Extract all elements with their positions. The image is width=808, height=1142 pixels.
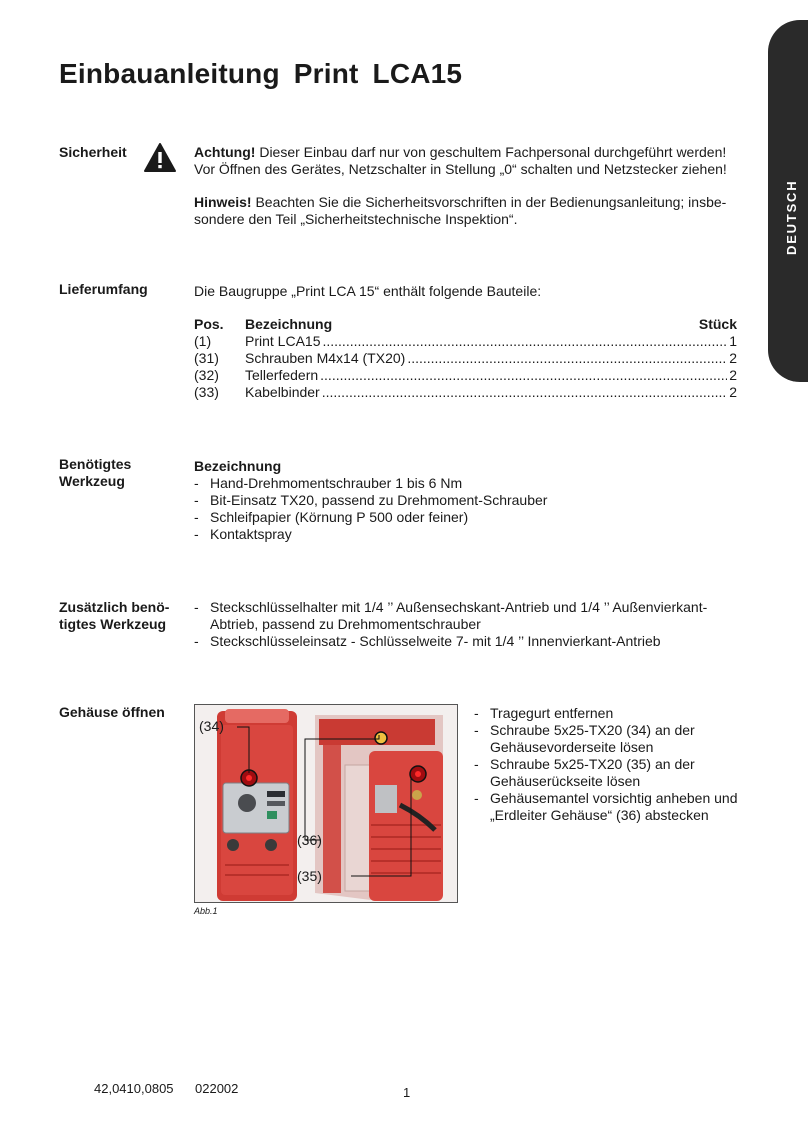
parts-header-count: Stück [698,316,737,332]
part-name: Tellerfedern [245,367,319,383]
rear-device-image [315,715,443,901]
part-count: 2 [729,350,737,366]
list-item: - Steckschlüsseleinsatz - Schlüsselweite 7- mit 1/4 ’’ Innenvierkant-Antrieb [194,633,739,650]
dot-leader [322,384,727,401]
safety-attention-text: Dieser Einbau darf nur von geschultem Fachpersonal durchgeführt werden! [255,144,727,160]
callout-36: (36) [297,832,322,848]
step-2-line2: Gehäusevorderseite lösen [490,739,654,755]
tools-heading: Bezeichnung [194,458,282,474]
open-housing-steps [474,705,744,824]
revision-code: 022002 [195,1081,239,1096]
safety-note-text: Beachten Sie die Sicherheitsvorschriften in der Bedienungsanleitung; insbe- [251,194,727,210]
list-item [474,722,744,756]
language-tab-label: DEUTSCH [784,179,799,255]
list-item [474,756,744,790]
tools-label [59,456,131,490]
front-device-image [217,709,297,901]
part-name: Kabelbinder [245,384,320,400]
list-item: - Hand-Drehmomentschrauber 1 bis 6 Nm [194,475,739,492]
list-item [194,599,739,633]
page-title: Einbauanleitung Print LCA15 [59,58,463,89]
step-3-line2: Gehäuserückseite lösen [490,773,641,789]
delivery-label: Lieferumfang [59,281,148,297]
dot-leader [407,350,727,367]
safety-attention-bold: Achtung! [194,144,256,160]
table-row [194,350,737,367]
part-pos: (31) [194,350,219,366]
extra-tool-1-line1: Steckschlüsselhalter mit 1/4 ’’ Außensechskant-Antrieb und 1/4 ’’ Außenvierkant- [210,599,708,615]
list-item: - Bit-Einsatz TX20, passend zu Drehmoment-Schrauber [194,492,739,509]
figure-caption: Abb.1 [194,906,218,916]
table-row [194,333,737,350]
part-pos: (32) [194,367,219,383]
tools-label-line2: Werkzeug [59,473,125,489]
part-name: Print LCA15 [245,333,321,349]
list-item: - Schleifpapier (Körnung P 500 oder feiner) [194,509,739,526]
parts-header-name: Bezeichnung [245,316,333,332]
list-item: - Tragegurt entfernen [474,705,744,722]
parts-table-header [194,316,737,333]
part-name: Schrauben M4x14 (TX20) [245,350,406,366]
extra-tools-label-line2: tigtes Werkzeug [59,616,167,632]
part-count: 2 [729,367,737,383]
callout-34: (34) [199,718,224,734]
warning-triangle-icon [143,142,177,173]
doc-number: 42,0410,0805 [94,1081,174,1096]
table-row [194,367,737,384]
safety-text [194,144,739,228]
part-count: 1 [729,333,737,349]
step-4-line1: Gehäusemantel vorsichtig anheben und [490,790,738,806]
part-pos: (1) [194,333,212,349]
parts-header-pos: Pos. [194,316,224,332]
safety-attention-line2: Vor Öffnen des Gerätes, Netzschalter in Stellung „0“ schalten und Netzstecker ziehen! [194,161,727,177]
list-item [474,790,744,824]
tools-list [194,458,739,543]
safety-label: Sicherheit [59,144,127,160]
step-4-line2: „Erdleiter Gehäuse“ (36) abstecken [490,807,709,823]
language-tab [768,20,808,382]
dot-leader [320,367,727,384]
tools-label-line1: Benötigtes [59,456,132,472]
figure-device-housing [194,704,458,903]
extra-tools-list [194,599,739,650]
part-count: 2 [729,384,737,400]
delivery-intro: Die Baugruppe „Print LCA 15“ enthält folgende Bauteile: [194,283,542,299]
list-item: - Kontaktspray [194,526,739,543]
device-illustration [195,705,457,902]
dot-leader [322,333,727,350]
callout-35: (35) [297,868,322,884]
part-pos: (33) [194,384,219,400]
open-housing-label: Gehäuse öffnen [59,704,165,720]
extra-tools-label-line1: Zusätzlich benö- [59,599,170,615]
safety-note-bold: Hinweis! [194,194,252,210]
step-2-line1: Schraube 5x25-TX20 (34) an der [490,722,695,738]
table-row [194,384,737,401]
safety-note-line2: sondere den Teil „Sicherheitstechnische Inspektion“. [194,211,518,227]
parts-table [194,316,737,401]
extra-tool-1-line2: Abtrieb, passend zu Drehmomentschrauber [210,616,481,632]
step-3-line1: Schraube 5x25-TX20 (35) an der [490,756,695,772]
page-number: 1 [403,1085,411,1100]
extra-tools-label [59,599,169,633]
